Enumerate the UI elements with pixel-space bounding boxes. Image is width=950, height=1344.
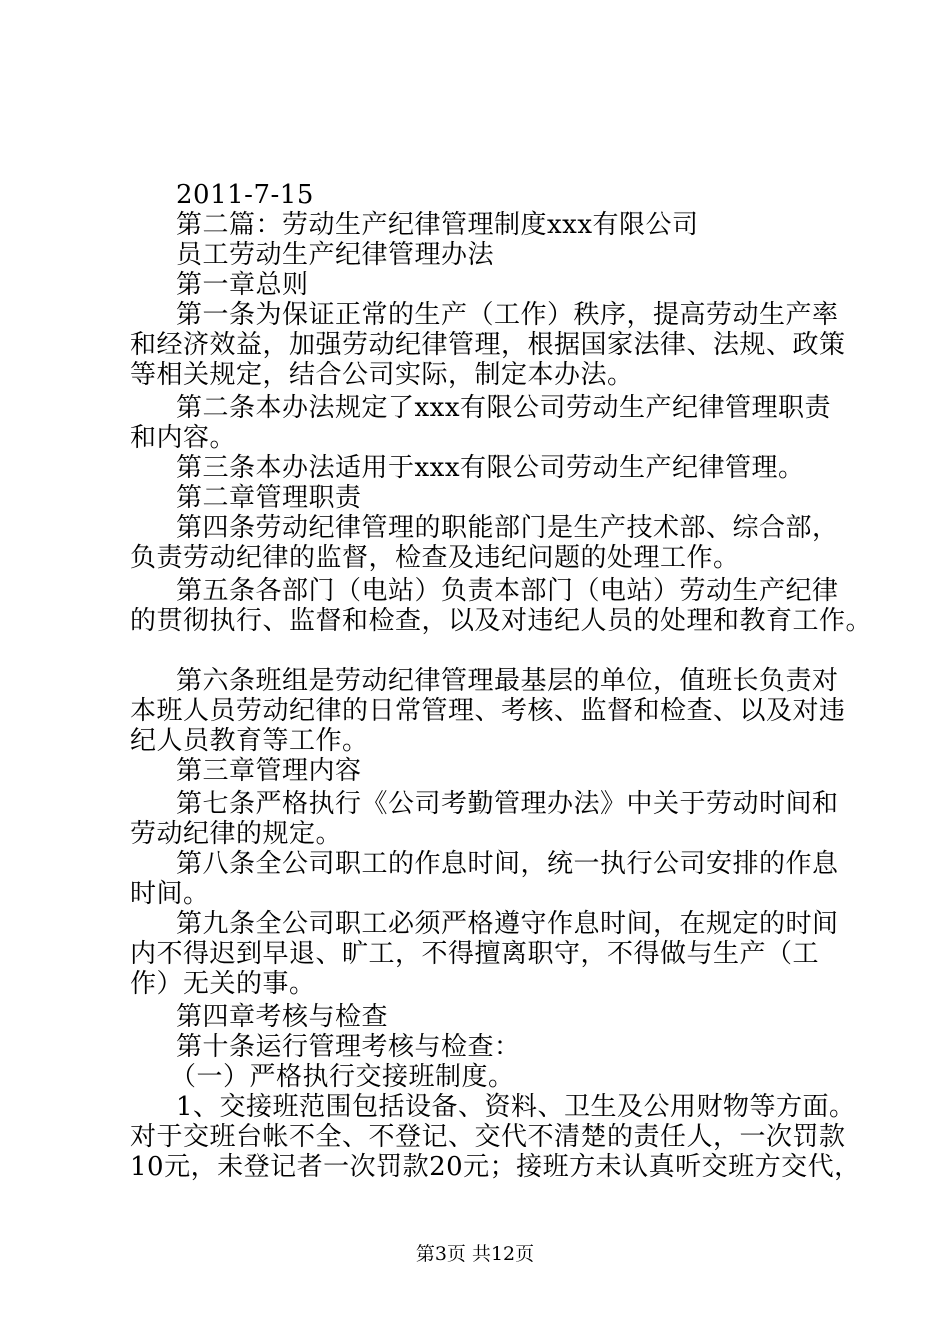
chapter-heading: 第三章管理内容	[176, 756, 362, 786]
paragraph-line: 第九条全公司职工必须严格遵守作息时间，在规定的时间	[176, 909, 839, 939]
paragraph-line: 作）无关的事。	[130, 969, 316, 999]
paragraph-line: 第六条班组是劳动纪律管理最基层的单位，值班长负责对	[176, 666, 839, 696]
paragraph-line: 1、交接班范围包括设备、资料、卫生及公用财物等方面。	[176, 1092, 856, 1122]
date-line: 2011-7-15	[176, 180, 314, 210]
chapter-heading: 第一章总则	[176, 270, 309, 300]
paragraph-line: 第八条全公司职工的作息时间，统一执行公司安排的作息	[176, 849, 839, 879]
paragraph-line: 第四条劳动纪律管理的职能部门是生产技术部、综合部，	[176, 513, 839, 543]
paragraph-line: 时间。	[130, 879, 210, 909]
paragraph-line: 第一条为保证正常的生产（工作）秩序，提高劳动生产率	[176, 300, 839, 330]
section-title: 第二篇：劳动生产纪律管理制度xxx有限公司	[176, 210, 699, 240]
document-title: 员工劳动生产纪律管理办法	[176, 240, 495, 270]
paragraph-line: 第三条本办法适用于xxx有限公司劳动生产纪律管理。	[176, 453, 805, 483]
paragraph-line: 第五条各部门（电站）负责本部门（电站）劳动生产纪律	[176, 576, 839, 606]
paragraph-line: 第十条运行管理考核与检查：	[176, 1032, 521, 1062]
paragraph-line: 和内容。	[130, 423, 237, 453]
paragraph-line: 内不得迟到早退、旷工，不得擅离职守，不得做与生产（工	[130, 939, 820, 969]
paragraph-line: 的贯彻执行、监督和检查，以及对违纪人员的处理和教育工作。	[130, 606, 873, 636]
paragraph-line: 10元，未登记者一次罚款20元；接班方未认真听交班方交代，	[130, 1152, 861, 1182]
paragraph-line: 本班人员劳动纪律的日常管理、考核、监督和检查、以及对违	[130, 696, 846, 726]
paragraph-line: 和经济效益，加强劳动纪律管理，根据国家法律、法规、政策	[130, 330, 846, 360]
paragraph-line: （一）严格执行交接班制度。	[170, 1062, 515, 1092]
paragraph-line: 纪人员教育等工作。	[130, 726, 369, 756]
paragraph-line: 劳动纪律的规定。	[130, 819, 343, 849]
chapter-heading: 第二章管理职责	[176, 483, 362, 513]
paragraph-line: 负责劳动纪律的监督，检查及违纪问题的处理工作。	[130, 543, 740, 573]
chapter-heading: 第四章考核与检查	[176, 1002, 389, 1032]
paragraph-line: 第二条本办法规定了xxx有限公司劳动生产纪律管理职责	[176, 393, 831, 423]
paragraph-line: 第七条严格执行《公司考勤管理办法》中关于劳动时间和	[176, 789, 839, 819]
paragraph-line: 对于交班台帐不全、不登记、交代不清楚的责任人，一次罚款	[130, 1122, 846, 1152]
page-number: 第3页 共12页	[415, 1243, 535, 1265]
paragraph-line: 等相关规定，结合公司实际，制定本办法。	[130, 360, 634, 390]
